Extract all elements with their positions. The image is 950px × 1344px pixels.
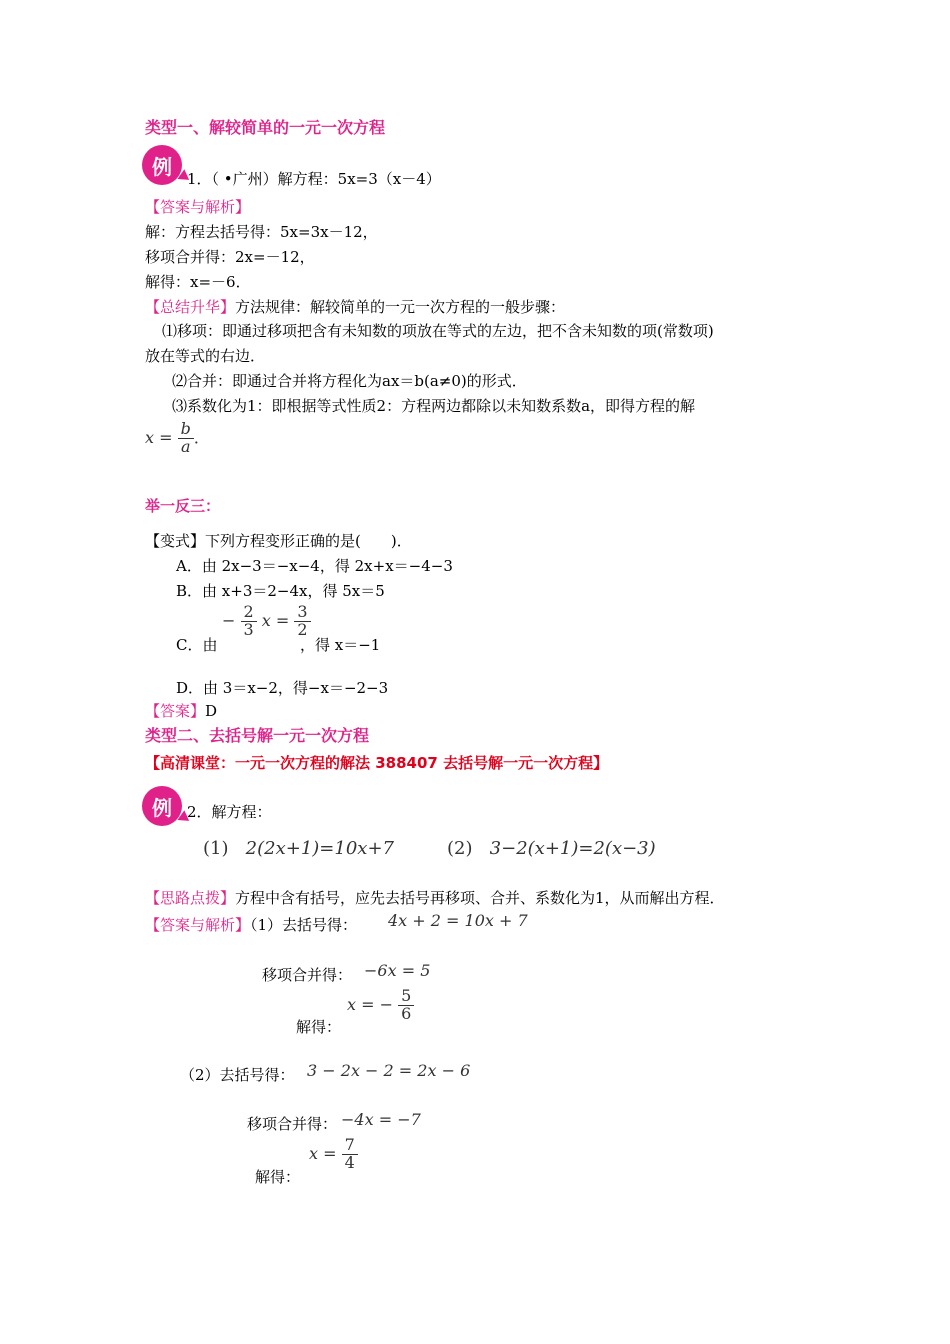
part1-solution [347,988,414,1023]
step-3: 解得：x=－6． [145,273,251,291]
part1-lhs: x = − [347,994,394,1014]
part2-fraction [342,1137,358,1172]
option-c-mid: x = [261,610,290,630]
part1-equation: 4x + 2 = 10x + 7 [388,911,528,930]
option-b: B．由 x+3＝2−4x，得 5x＝5 [176,582,385,600]
equation-2-text: 3−2(x+1)=2(x−3) [489,838,656,859]
option-c-formula [222,604,311,639]
option-c-suffix: ，得 x＝−1 [300,636,381,654]
part2-lhs: x = [309,1143,337,1163]
practice-answer: D [205,702,218,720]
rule-3-end: ． [193,427,210,447]
equation-1-text: 2(2x+1)=10x+7 [245,838,394,859]
option-c-prefix: C．由 [176,636,218,654]
problem-2: 2．解方程： [187,803,272,821]
option-c-den-2: 2 [297,619,308,639]
step-2: 移项合并得：2x=－12， [145,248,315,266]
part1-denominator: 6 [401,1003,412,1023]
part1-fraction [398,988,414,1023]
step-1: 解：方程去括号得：5x=3x－12， [145,223,378,241]
summary-text: 方法规律：解较简单的一元一次方程的一般步骤： [235,298,566,316]
rule-3-lhs: x = [145,427,173,447]
equation-1 [203,840,394,858]
option-c-fraction-2 [294,604,310,639]
part1-combine-label: 移项合并得： [262,966,353,984]
practice-answer-tag: 【答案】 [145,702,206,720]
option-c-minus: − [222,610,236,630]
part2-combine-label: 移项合并得： [247,1115,338,1133]
equation-1-label: (1) [203,838,229,859]
part2-combine: −4x = −7 [341,1110,421,1129]
option-c-num-2: 3 [294,604,310,622]
variant-question: 下列方程变形正确的是( )． [205,532,412,550]
equation-2 [447,840,656,858]
answer-tag-1: 【答案与解析】 [145,198,251,216]
option-a: A．由 2x−3＝−x−4，得 2x+x＝−4−3 [176,557,453,575]
part1-numerator: 5 [398,988,414,1006]
variant-tag: 【变式】 [145,532,206,550]
part1-solve-label: 解得： [296,1018,342,1036]
answer-tag-2: 【答案与解析】 [145,916,251,934]
rule-1b: 放在等式的右边． [145,347,266,365]
rule-3-numerator: b [178,421,194,439]
option-c-fraction-1 [241,604,257,639]
option-d: D．由 3＝x−2，得−x＝−2−3 [176,679,389,697]
rule-3-formula [145,421,210,456]
example-badge-icon-2: 例 [142,786,182,826]
hint-text: 方程中含有括号，应先去括号再移项、合并、系数化为1，从而解出方程． [235,889,725,907]
part1-label: （1）去括号得： [250,916,358,934]
equation-2-label: (2) [447,838,473,859]
hint-tag: 【思路点拨】 [145,889,236,907]
option-c-num-1: 2 [241,604,257,622]
part2-denominator: 4 [344,1152,355,1172]
rule-3: ⑶系数化为1：即根据等式性质2：方程两边都除以未知数系数a，即得方程的解 [172,397,696,415]
section1-title: 类型一、解较简单的一元一次方程 [145,118,386,137]
example-badge-icon: 例 [142,145,182,185]
rule-3-fraction [178,421,194,456]
part1-combine: −6x = 5 [364,961,431,980]
part2-label: （2）去括号得： [180,1066,295,1084]
section2-title: 类型二、去括号解一元一次方程 [145,726,370,745]
summary-tag: 【总结升华】 [145,298,236,316]
part2-numerator: 7 [342,1137,358,1155]
rule-3-denominator: a [180,436,191,456]
option-c-den-1: 3 [243,619,254,639]
rule-2: ⑵合并：即通过合并将方程化为ax＝b(a≠0)的形式． [172,372,527,390]
practice-title: 举一反三： [145,497,221,515]
part2-solve-label: 解得： [255,1168,301,1186]
part2-equation: 3 − 2x − 2 = 2x − 6 [307,1061,471,1080]
problem-1: 1．（ •广州）解方程：5x=3（x－4） [187,170,441,188]
part2-solution [309,1137,358,1172]
rule-1a: ⑴移项：即通过移项把含有未知数的项放在等式的左边，把不含未知数的项(常数项) [162,322,714,340]
video-link[interactable]: 【高清课堂：一元一次方程的解法 388407 去括号解一元一次方程】 [145,754,609,772]
